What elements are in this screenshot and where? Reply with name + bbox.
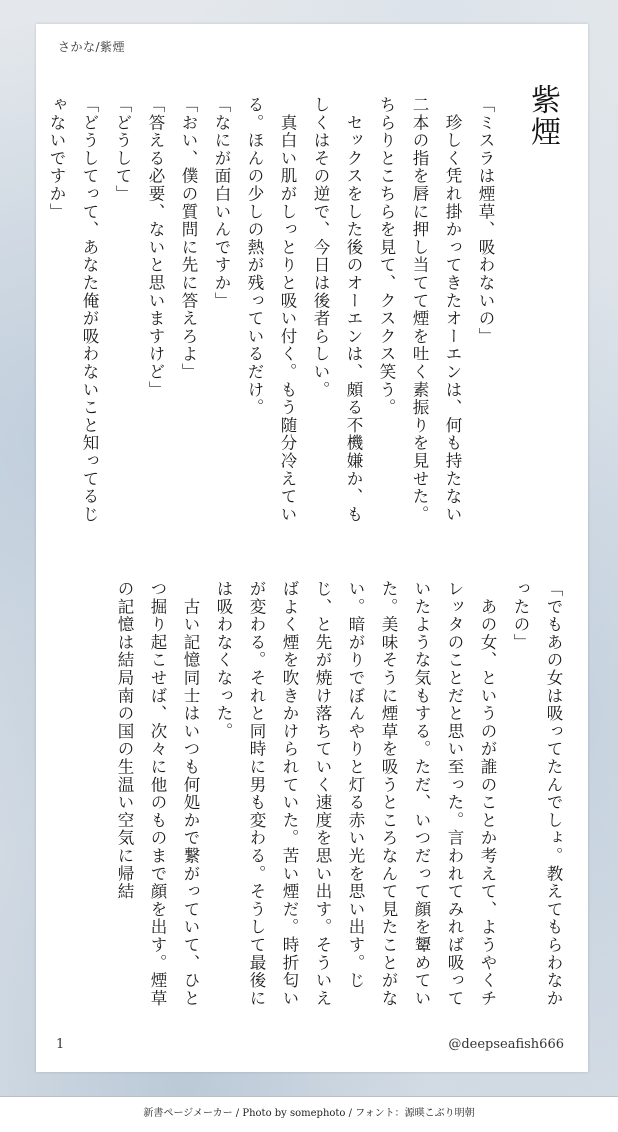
paragraph: 「でもあの女は吸ってたんでしょ。教えてもらわなかったの」 (511, 580, 563, 1008)
page-title: 紫煙 (525, 84, 560, 148)
paragraph: 「答える必要、ないと思いますけど」 (146, 96, 165, 399)
paragraph: 「ミスラは煙草、吸わないの」 (476, 96, 495, 346)
paragraph: 「おい、僕の質問に先に答えろよ」 (179, 96, 198, 381)
page-header: さかな/紫煙 (58, 40, 126, 54)
paragraph: 珍しく凭れ掛かってきたオーエンは、何も持たない二本の指を唇に押し当てて煙を吐く素振りを見せた。ちらりとこちらを見て、クスクス笑う。 (377, 96, 462, 524)
body-text-top (47, 96, 502, 536)
credit-line: 新書ページメーカー / Photo by somephoto / フォント：源暎こぶり明朝 (143, 1108, 475, 1119)
paragraph: 古い記憶同士はいつも何処かで繋がっていて、ひとつ掘り起こせば、次々に他のものまで顔を出す。煙草の記憶は結局南の国の生温い空気に帰結 (115, 580, 200, 1008)
paragraph: 「どうして」 (113, 96, 132, 203)
paragraph: セックスをした後のオーエンは、頗る不機嫌か、もしくはその逆で、今日は後者らしい。 (311, 96, 363, 524)
body-text-bottom (50, 580, 570, 1020)
paragraph: あの女、というのが誰のことか考えて、ようやくチレッタのことだと思い至った。言われてみれば吸っていたような気もする。ただ、いつだって顔を顰めていた。美味そうに煙草を吸うところなんて見たことがない。暗がりでぼんやりと灯る赤い光を思い出す。じじ、と先が焼け落ちていく速度を思い出す。そういえばよく煙を吹きかけられていた。苦い煙だ。時折匂いが変わる。それと同時に男も変わる。そうして最後には吸わなくなった。 (214, 580, 497, 1008)
author-handle: @deepseafish666 (448, 1037, 564, 1052)
paragraph: 「なにが面白いんですか」 (212, 96, 231, 310)
paragraph: 「どうしてって、あなた俺が吸わないこと知ってるじゃないですか」 (47, 96, 99, 524)
page-number: 1 (56, 1037, 65, 1052)
paragraph: 真白い肌がしっとりと吸い付く。もう随分冷えている。ほんの少しの熱が残っているだけ。 (245, 96, 297, 524)
book-page (36, 24, 588, 1072)
